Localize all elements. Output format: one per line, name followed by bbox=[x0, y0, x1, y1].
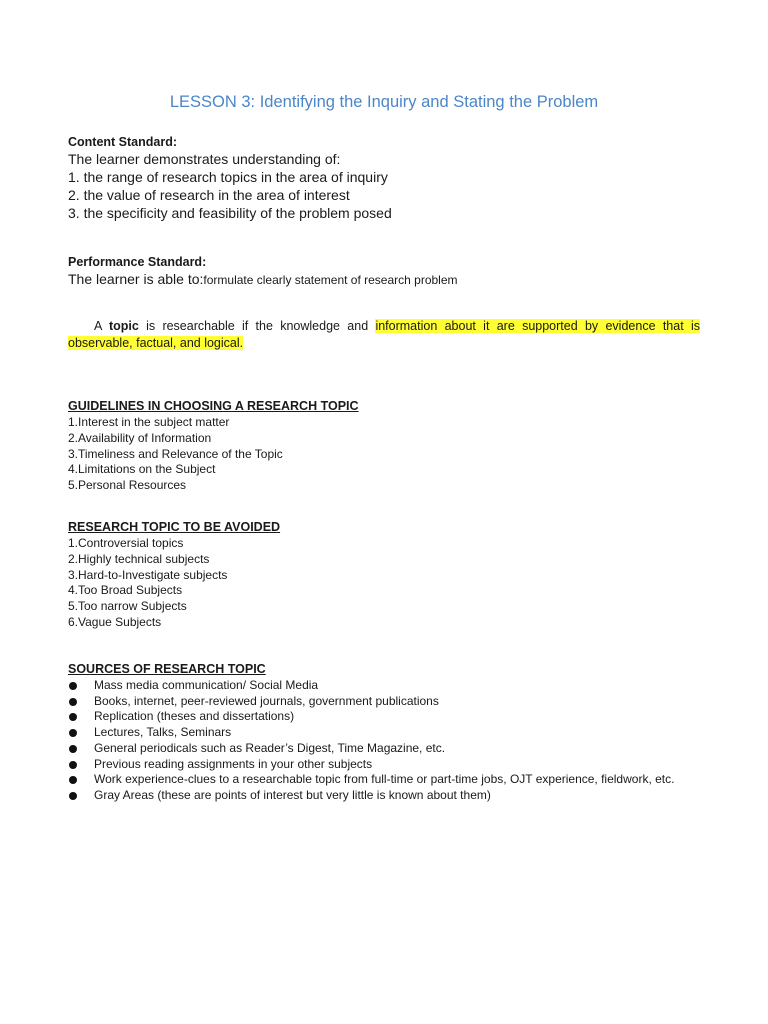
bullet-dot-icon bbox=[69, 776, 77, 784]
lesson-title: LESSON 3: Identifying the Inquiry and Stating the Problem bbox=[169, 93, 599, 111]
list-item: 1.Controversial topics bbox=[68, 536, 184, 550]
bullet-dot-icon bbox=[69, 761, 77, 769]
guidelines-section bbox=[68, 398, 708, 494]
list-item-text: Replication (theses and dissertations) bbox=[94, 709, 295, 724]
avoided-list bbox=[68, 536, 708, 631]
bullet-dot-icon bbox=[69, 713, 77, 721]
list-item bbox=[68, 772, 684, 788]
list-item: 5.Too narrow Subjects bbox=[68, 599, 187, 614]
topic-part2: is researchable if the knowledge and bbox=[138, 319, 376, 333]
list-item: 4.Limitations on the Subject bbox=[68, 462, 216, 477]
topic-paragraph bbox=[68, 318, 700, 352]
content-standard-label: Content Standard: bbox=[68, 135, 178, 149]
sources-section bbox=[68, 661, 708, 804]
content-standard-item: 1. the range of research topics in the area of inquiry bbox=[68, 169, 388, 185]
guidelines-heading: GUIDELINES IN CHOOSING A RESEARCH TOPIC bbox=[68, 399, 359, 413]
bullet-dot-icon bbox=[69, 792, 77, 800]
list-item bbox=[68, 757, 684, 773]
list-item: 4.Too Broad Subjects bbox=[68, 583, 183, 598]
topic-part1: A bbox=[94, 319, 109, 333]
bullet-dot-icon bbox=[69, 745, 77, 753]
list-item: 2.Availability of Information bbox=[68, 430, 212, 445]
list-item bbox=[68, 741, 684, 757]
guidelines-list bbox=[68, 415, 708, 494]
content-standard-item: 3. the specificity and feasibility of the problem posed bbox=[68, 205, 392, 221]
topic-highlighted-text: information about it are supported by evidence that is observable, factual, and logical. bbox=[68, 319, 700, 350]
list-item bbox=[68, 678, 684, 694]
sources-heading: SOURCES OF RESEARCH TOPIC bbox=[68, 662, 266, 676]
list-item-text: General periodicals such as Reader’s Digest, Time Magazine, etc. bbox=[94, 740, 446, 755]
list-item-text: Gray Areas (these are points of interest but very little is known about them) bbox=[94, 787, 491, 802]
content-standard-section bbox=[68, 135, 708, 222]
bullet-dot-icon bbox=[69, 682, 77, 690]
list-item: 5.Personal Resources bbox=[68, 478, 187, 493]
performance-standard-lead: The learner is able to: bbox=[68, 271, 204, 287]
performance-standard-label: Performance Standard: bbox=[68, 255, 207, 269]
content-standard-intro: The learner demonstrates understanding of: bbox=[68, 151, 341, 167]
topic-bold-word: topic bbox=[108, 319, 139, 333]
list-item: 3.Hard-to-Investigate subjects bbox=[68, 567, 228, 582]
performance-standard-line bbox=[68, 270, 708, 289]
list-item: 6.Vague Subjects bbox=[68, 614, 162, 629]
list-item-text: Books, internet, peer-reviewed journals, government publications bbox=[94, 693, 439, 708]
list-item-text: Work experience-clues to a researchable topic from full-time or part-time jobs, OJT experience, fieldwork, etc. bbox=[94, 772, 675, 787]
avoided-section bbox=[68, 519, 708, 631]
list-item: 2.Highly technical subjects bbox=[68, 551, 210, 566]
content-standard-item: 2. the value of research in the area of interest bbox=[68, 187, 350, 203]
bullet-dot-icon bbox=[69, 729, 77, 737]
list-item-text: Previous reading assignments in your other subjects bbox=[94, 756, 373, 771]
list-item-text: Lectures, Talks, Seminars bbox=[94, 725, 232, 740]
list-item bbox=[68, 788, 684, 804]
avoided-heading: RESEARCH TOPIC TO BE AVOIDED bbox=[68, 520, 281, 534]
bullet-dot-icon bbox=[69, 698, 77, 706]
list-item: 3.Timeliness and Relevance of the Topic bbox=[68, 446, 283, 461]
list-item-text: Mass media communication/ Social Media bbox=[94, 678, 319, 692]
list-item bbox=[68, 709, 684, 725]
performance-standard-rest: formulate clearly statement of research problem bbox=[203, 273, 458, 287]
list-item bbox=[68, 694, 684, 710]
list-item: 1.Interest in the subject matter bbox=[68, 415, 230, 429]
list-item bbox=[68, 725, 684, 741]
performance-standard-section bbox=[68, 255, 708, 289]
sources-list bbox=[68, 678, 708, 804]
